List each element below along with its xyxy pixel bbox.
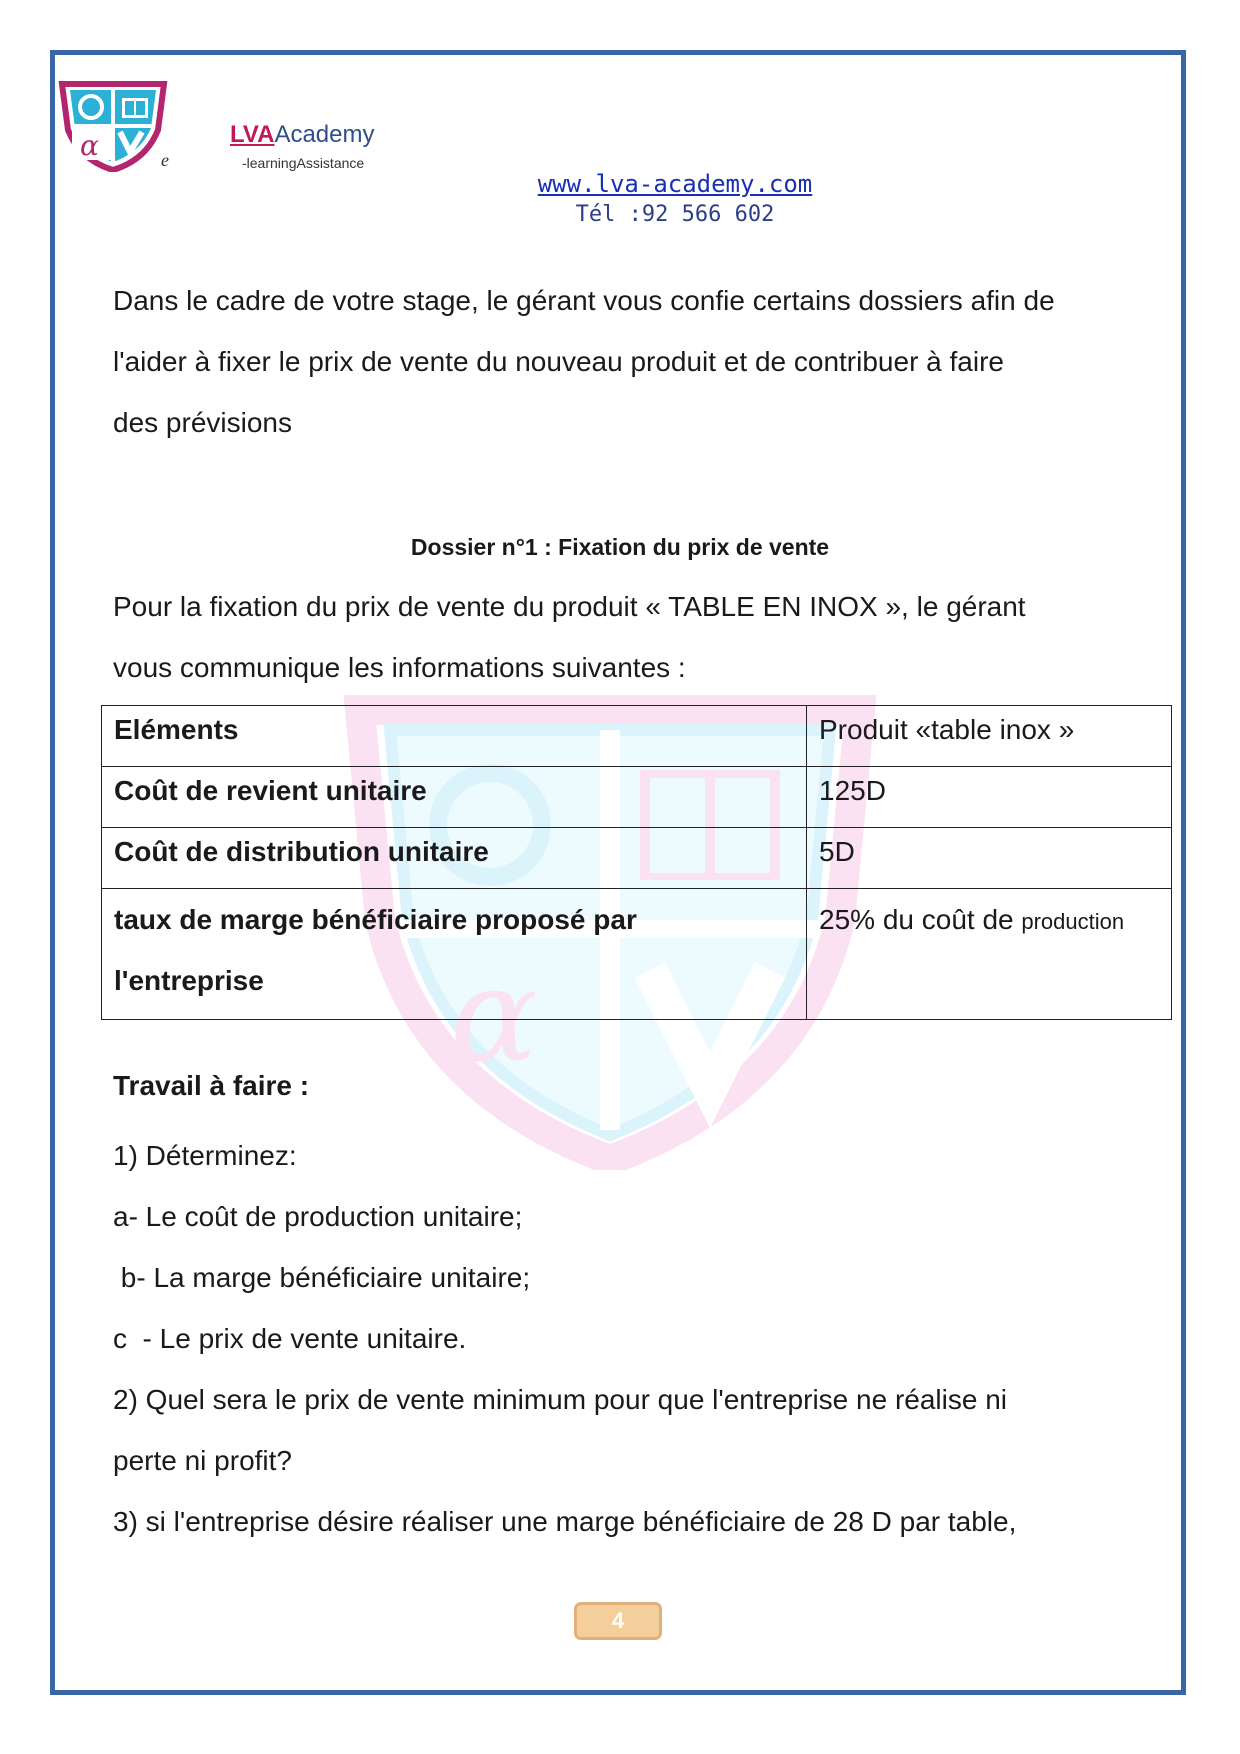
work-item: perte ni profit? (113, 1445, 292, 1476)
work-list (113, 1125, 1016, 1552)
website-link[interactable]: www.lva-academy.com (537, 170, 813, 198)
table-cell-label (102, 889, 807, 1020)
work-item: a- Le coût de production unitaire; (113, 1201, 523, 1232)
work-item: c - Le prix de vente unitaire. (113, 1323, 467, 1354)
table-row (102, 828, 1172, 889)
work-title: Travail à faire : (113, 1070, 310, 1101)
table-cell-label: Coût de distribution unitaire (102, 828, 807, 889)
intro-line: des prévisions (113, 407, 292, 438)
table-cell-label-line: taux de marge bénéficiaire proposé par (114, 904, 637, 935)
intro-line: l'aider à fixer le prix de vente du nouveau produit et de contribuer à faire (113, 346, 1004, 377)
brand-name (230, 121, 374, 149)
info-table (101, 705, 1172, 1020)
svg-text:α: α (450, 939, 538, 1091)
work-item: 3) si l'entreprise désire réaliser une marge bénéficiaire de 28 D par table, (113, 1506, 1017, 1537)
table-cell-value: 125D (807, 767, 1172, 828)
work-item: 1) Déterminez: (113, 1140, 297, 1171)
page-number-badge: 4 (574, 1602, 662, 1640)
table-cell-label-line: l'entreprise (114, 965, 264, 996)
table-row (102, 889, 1172, 1020)
table-header-cell: Eléments (102, 706, 807, 767)
table-cell-value: 5D (807, 828, 1172, 889)
table-header-row (102, 706, 1172, 767)
table-cell-value (807, 889, 1172, 1020)
table-cell-label: Coût de revient unitaire (102, 767, 807, 828)
logo-letter: e (161, 150, 169, 170)
svg-text:α: α (80, 129, 99, 162)
shield-logo-icon (58, 80, 168, 172)
value-main: 25% du coût de (819, 904, 1022, 935)
intro-paragraph (113, 270, 1055, 453)
info-intro-line: vous communique les informations suivantes : (113, 652, 686, 683)
phone-number: Tél :92 566 602 (575, 202, 775, 227)
dossier-title: Dossier n°1 : Fixation du prix de vente (410, 534, 830, 560)
info-intro-paragraph (113, 576, 1026, 698)
brand-suffix: Academy (274, 121, 375, 148)
value-small: production (1021, 909, 1125, 934)
table-header-cell: Produit «table inox » (807, 706, 1172, 767)
info-intro-line: Pour la fixation du prix de vente du produit « TABLE EN INOX », le gérant (113, 591, 1026, 622)
work-item: b- La marge bénéficiaire unitaire; (113, 1262, 531, 1293)
work-item: 2) Quel sera le prix de vente minimum pour que l'entreprise ne réalise ni (113, 1384, 1008, 1415)
brand-tagline: -learningAssistance (242, 155, 365, 171)
intro-line: Dans le cadre de votre stage, le gérant vous confie certains dossiers afin de (113, 285, 1055, 316)
table-row (102, 767, 1172, 828)
brand-prefix: LVA (230, 121, 275, 148)
